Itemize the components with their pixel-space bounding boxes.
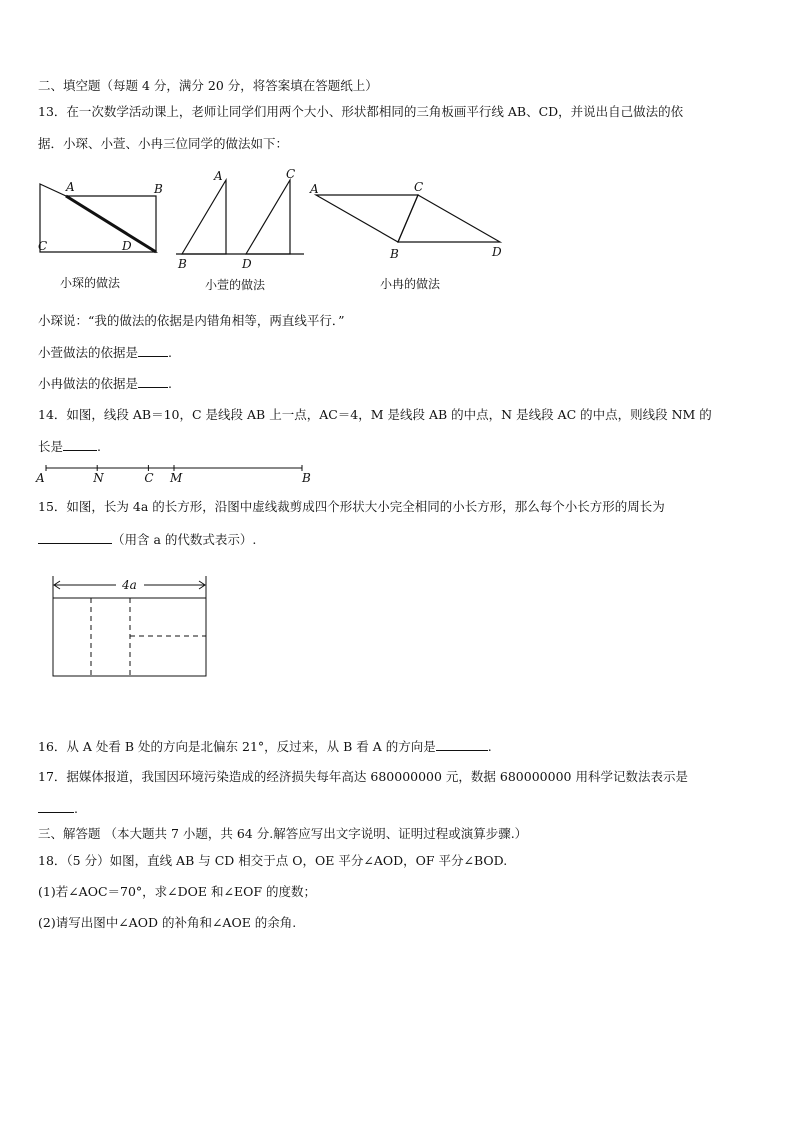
segment-label-c: C [144,471,154,485]
fig1-label-b: B [154,182,163,196]
q14-segment-figure [36,462,326,486]
segment-label-n: N [93,471,104,485]
q15-line2 [38,531,760,548]
fig2-label-d: D [242,257,252,271]
q18-line1: 18．（5 分）如图，直线 AB 与 CD 相交于点 O，OE 平分∠AOD，OF 平分∠BOD. [38,853,508,868]
fig2-label-a: A [214,169,223,183]
q13-answer-blank-1[interactable] [138,344,168,357]
fig3-label-a: A [310,182,319,196]
q13-answer-blank-2[interactable] [138,375,168,388]
q13-line4 [38,344,760,361]
q13-figure-2 [172,166,307,291]
q14-line2-text: 长是 [38,439,64,454]
q17-answer-blank[interactable] [38,800,74,813]
q15-answer-blank[interactable] [38,531,112,544]
section3-heading: 三、解答题 （本大题共 7 小题，共 64 分.解答应写出文字说明、证明过程或演算步骤.） [38,826,528,841]
q13-line4-text: 小萱做法的依据是 [38,345,139,360]
q17-line1: 17．据媒体报道，我国因环境污染造成的经济损失每年高达 680000000 元，数据 680000000 用科学记数法表示是 [38,769,688,784]
q16-line [38,738,760,755]
q15-line1: 15．如图，长为 4a 的长方形，沿图中虚线裁剪成四个形状大小完全相同的小长方形，那么每个小长方形的周长为 [38,499,665,514]
fig1-label-a: A [66,180,75,194]
q13-line5 [38,375,760,392]
segment-label-a: A [36,471,45,485]
q15-line2-suffix: （用含 a 的代数式表示）. [112,532,257,547]
fig3-label-d: D [492,245,502,259]
fig1-label-c: C [38,239,48,253]
q16-text: 16．从 A 处看 B 处的方向是北偏东 21°，反过来，从 B 看 A 的方向是 [38,739,436,754]
q14-answer-blank[interactable] [63,438,97,451]
q15-dimension-label: 4a [122,578,137,592]
fig2-label-b: B [178,257,187,271]
q15-rectangle-figure [48,572,214,682]
q13-figure-1 [36,176,166,290]
q14-line1: 14．如图，线段 AB＝10，C 是线段 AB 上一点，AC＝4，M 是线段 AB 的中点，N 是线段 AC 的中点，则线段 NM 的 [38,407,712,422]
q14-line2 [38,438,760,455]
fig2-caption: 小萱的做法 [205,278,266,292]
q13-line3: 小琛说：“我的做法的依据是内错角相等，两直线平行．” [38,313,345,328]
fig2-label-c: C [286,167,296,181]
q16-punct: . [487,739,492,754]
fig3-label-c: C [414,180,424,194]
fig3-label-b: B [390,247,399,261]
fig1-label-d: D [122,239,132,253]
segment-label-b: B [302,471,311,485]
q13-line2: 据．小琛、小萱、小冉三位同学的做法如下： [38,136,289,151]
segment-label-m: M [170,471,183,485]
q13-line5-punct: . [168,376,172,391]
q17-line2 [38,800,760,817]
q13-figure-3 [308,176,508,291]
fig3-caption: 小冉的做法 [380,277,441,291]
q18-part1: (1)若∠AOC＝70°，求∠DOE 和∠EOF 的度数； [38,884,317,899]
q18-part2: (2)请写出图中∠AOD 的补角和∠AOE 的余角. [38,915,297,930]
q13-line4-punct: . [168,345,172,360]
q14-line2-punct: . [97,439,101,454]
q13-line5-text: 小冉做法的依据是 [38,376,139,391]
q17-punct: . [74,801,78,816]
q16-answer-blank[interactable] [436,738,488,751]
fig1-caption: 小琛的做法 [60,276,121,290]
q13-line1: 13．在一次数学活动课上，老师让同学们用两个大小、形状都相同的三角板画平行线 AB、CD，并说出自己做法的依 [38,104,684,119]
section2-heading: 二、填空题（每题 4 分，满分 20 分，将答案填在答题纸上） [38,78,378,93]
